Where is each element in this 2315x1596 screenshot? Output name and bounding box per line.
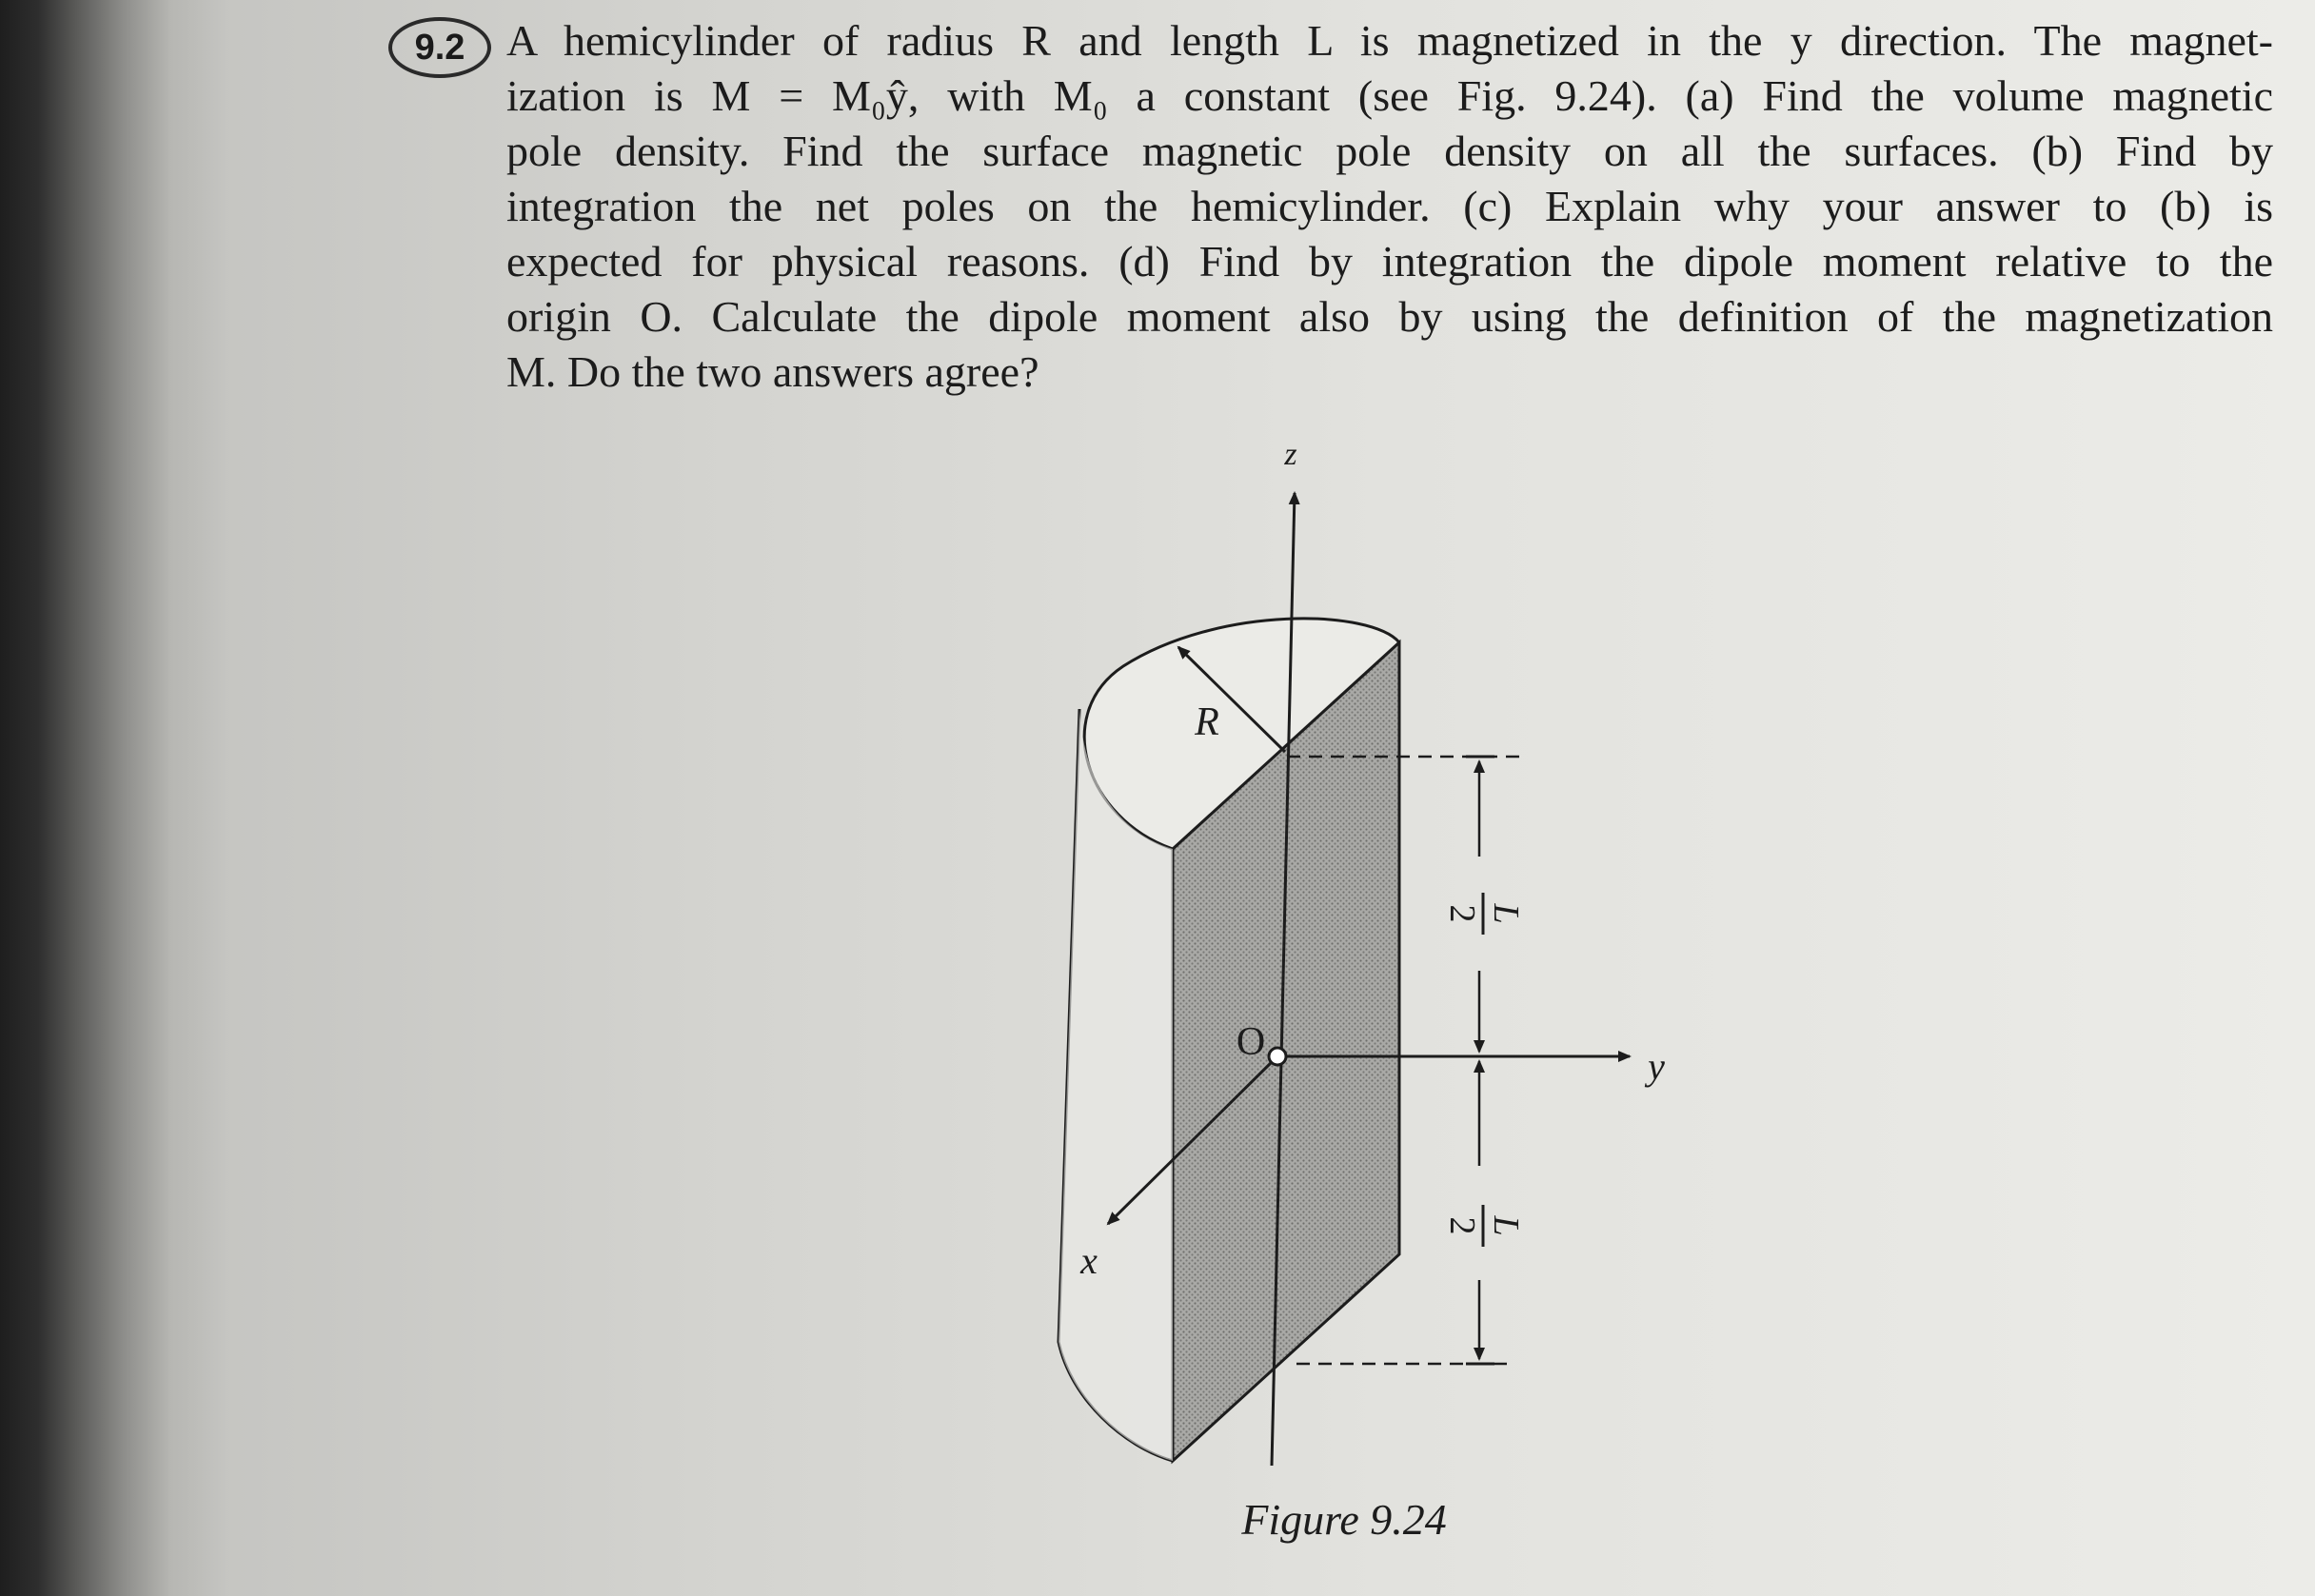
problem-line-3: pole density. Find the surface magnetic pole density on all the surfaces. (b) Find by: [506, 127, 2273, 175]
lower-half-length-label: [1442, 1205, 1526, 1247]
upper-half-denominator: 2: [1442, 904, 1482, 923]
figure-caption: Figure 9.24: [1241, 1495, 1447, 1544]
x-axis-label: x: [1080, 1239, 1098, 1282]
problem-line-1: A hemicylinder of radius R and length L is magnetized in the y direction. The magnet-: [506, 16, 2273, 65]
radius-label: R: [1195, 700, 1219, 744]
upper-half-length-label: [1442, 893, 1526, 935]
problem-line-4: integration the net poles on the hemicylinder. (c) Explain why your answer to (b) is: [506, 182, 2273, 230]
z-axis-label: z: [1284, 437, 1297, 472]
problem-line-7: M. Do the two answers agree?: [506, 347, 1039, 396]
problem-line-6: origin O. Calculate the dipole moment also by using the definition of the magnetization: [506, 292, 2273, 341]
problem-line-2: ization is M = M₀ŷ, with M₀ a constant (see Fig. 9.24). (a) Find the volume magnetic: [506, 71, 2273, 120]
problem-line-5: expected for physical reasons. (d) Find by integration the dipole moment relative to the: [506, 237, 2273, 286]
origin-label: O: [1236, 1020, 1266, 1064]
lower-half-numerator: L: [1486, 1215, 1526, 1236]
upper-half-numerator: L: [1486, 903, 1526, 924]
origin-point: [1269, 1048, 1286, 1065]
y-axis-label: y: [1648, 1045, 1665, 1088]
lower-half-denominator: 2: [1442, 1216, 1482, 1235]
problem-number-badge: 9.2: [388, 17, 491, 78]
